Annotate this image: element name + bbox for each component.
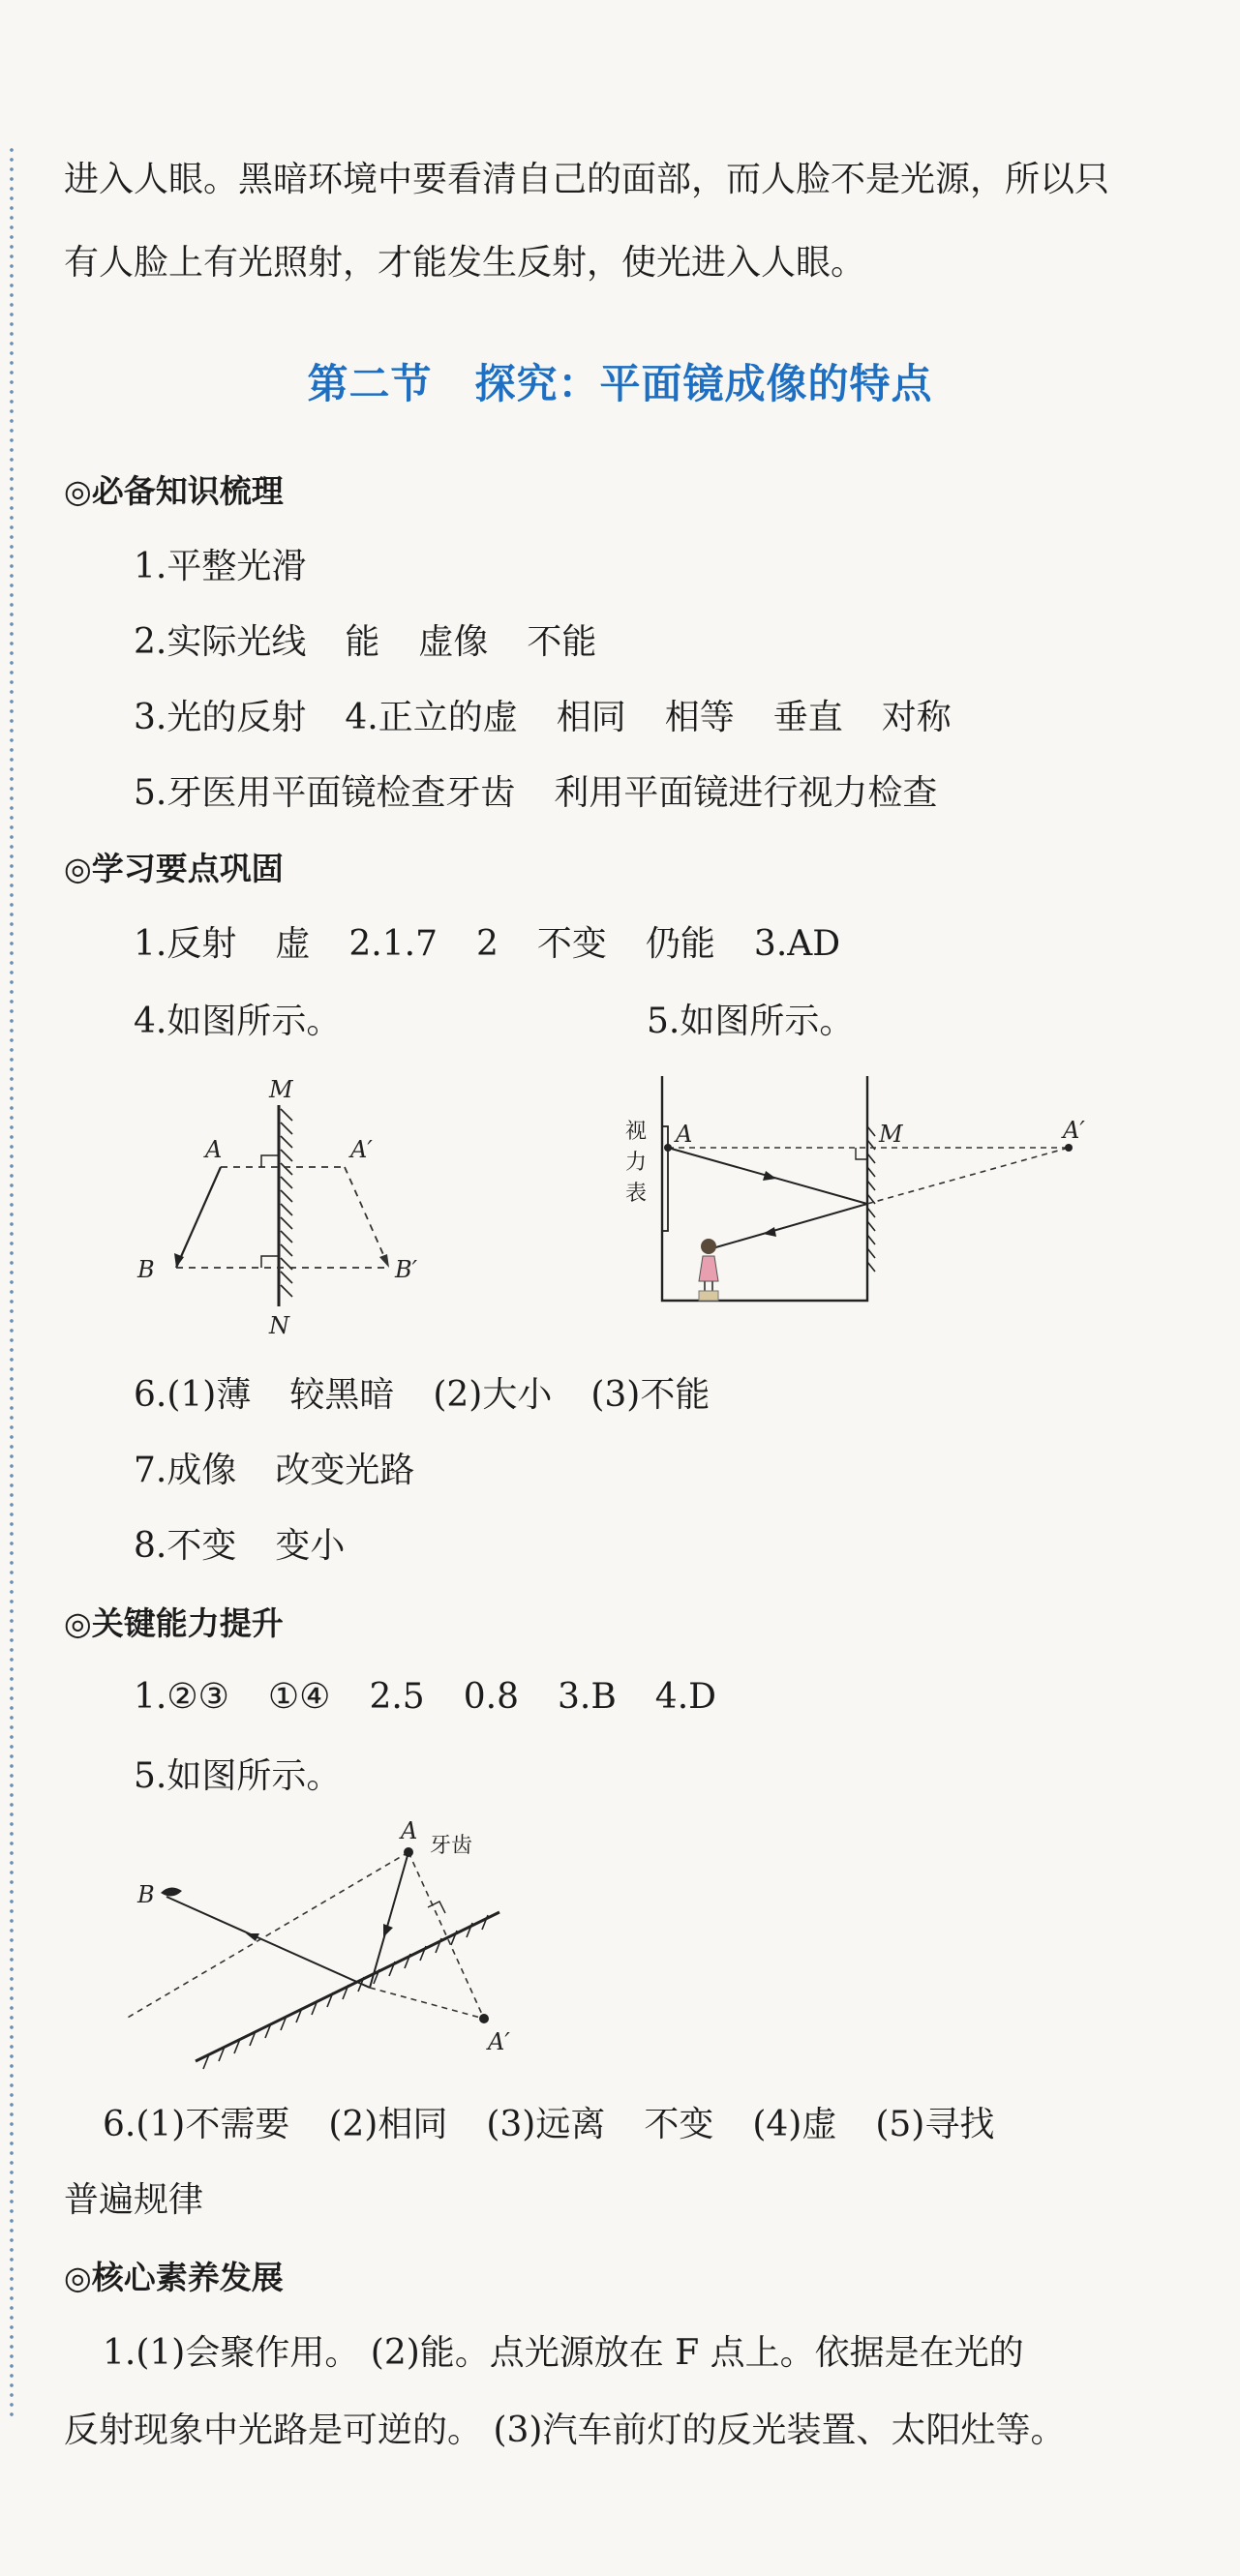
image-arrowhead (379, 1254, 389, 1268)
right-angle (856, 1148, 867, 1159)
label-tooth: 牙齿 (430, 1834, 473, 1858)
s3-fig-caption: 5.如图所示。 (134, 1756, 342, 1796)
label-a-prime: A′ (1063, 1117, 1085, 1144)
incident-arrowhead (383, 1924, 393, 1937)
incident-arrowhead (763, 1171, 776, 1181)
dash-a-a-prime (126, 1852, 408, 2019)
label-a: A (676, 1121, 693, 1148)
point-a (664, 1144, 672, 1152)
heading-basic-knowledge: ◎必备知识梳理 (64, 472, 284, 510)
section-title (0, 352, 1240, 410)
s4-line-1: 1.(1)会聚作用。 (2)能。点光源放在 F 点上。依据是在光的 (103, 2333, 1024, 2373)
mirror-hatching (281, 1109, 292, 1297)
s1-line-3: 3.光的反射 4.正立的虚 相同 相等 垂直 对称 (134, 698, 952, 737)
s2-line-1: 1.反射 虚 2.1.7 2 不变 仍能 3.AD (134, 924, 841, 964)
point-a (404, 1847, 413, 1857)
s2-line-8: 8.不变 变小 (134, 1526, 346, 1566)
dash-image-ray (370, 1988, 484, 2019)
s3-line-6b: 普遍规律 (64, 2180, 204, 2220)
s1-line-1: 1.平整光滑 (134, 547, 307, 586)
s3-line-1: 1.②③ ①④ 2.5 0.8 3.B 4.D (134, 1677, 717, 1717)
intro-line-1: 进入人眼。黑暗环境中要看清自己的面部，而人脸不是光源，所以只 (64, 160, 1110, 199)
heading-key-points: ◎学习要点巩固 (64, 850, 284, 887)
right-angle-b (261, 1256, 279, 1268)
room-walls (662, 1076, 867, 1301)
reflected-arrowhead (763, 1227, 776, 1237)
fig5-caption: 5.如图所示。 (647, 1002, 855, 1041)
heading-key-abilities: ◎关键能力提升 (64, 1604, 284, 1642)
dash-perpendicular (408, 1852, 484, 2019)
right-angle-a (261, 1155, 279, 1167)
figure-5-vision-test (620, 1068, 1084, 1320)
point-a-prime (479, 2014, 489, 2023)
binding-edge (8, 145, 15, 2419)
fig4-caption: 4.如图所示。 (134, 1002, 342, 1041)
figure-dentist-mirror (126, 1819, 590, 2081)
title-part-1: 第二节 (307, 360, 433, 407)
label-a-prime: A′ (350, 1136, 373, 1163)
intro-line-2: 有人脸上有光照射，才能发生反射，使光进入人眼。 (64, 243, 866, 283)
reflected-arrowhead (246, 1933, 259, 1941)
label-chart-1: 视 (625, 1120, 648, 1144)
s2-line-7: 7.成像 改变光路 (134, 1451, 415, 1490)
label-b: B (137, 1256, 155, 1283)
reflected-ray (712, 1204, 867, 1248)
s2-line-6: 6.(1)薄 较黑暗 (2)大小 (3)不能 (134, 1375, 711, 1415)
object-ab (176, 1167, 221, 1268)
heading-core-literacy: ◎核心素养发展 (64, 2259, 284, 2296)
label-a: A (401, 1817, 418, 1844)
label-b: B (137, 1881, 155, 1908)
label-a: A (205, 1136, 223, 1163)
s1-line-2: 2.实际光线 能 虚像 不能 (134, 622, 597, 662)
point-a-prime (1065, 1144, 1073, 1152)
figure-4-mirror-image (126, 1074, 445, 1345)
dash-extension (867, 1148, 1069, 1204)
reflected-ray (166, 1897, 370, 1988)
s3-line-6a: 6.(1)不需要 (2)相同 (3)远离 不变 (4)虚 (5)寻找 (103, 2105, 995, 2144)
label-a-prime: A′ (488, 2028, 510, 2055)
label-chart-2: 力 (625, 1151, 648, 1175)
eye-icon (161, 1887, 182, 1896)
s1-line-4: 5.牙医用平面镜检查牙齿 利用平面镜进行视力检查 (134, 773, 938, 813)
label-m: M (269, 1076, 293, 1103)
label-m: M (879, 1121, 903, 1148)
title-part-2: 探究：平面镜成像的特点 (474, 360, 933, 407)
label-n: N (269, 1312, 289, 1339)
s4-line-2: 反射现象中光路是可逆的。 (3)汽车前灯的反光装置、太阳灶等。 (64, 2411, 1066, 2450)
label-b-prime: B′ (395, 1256, 418, 1283)
right-angle (428, 1902, 445, 1913)
image-a-b (345, 1167, 389, 1268)
label-chart-3: 表 (625, 1182, 648, 1206)
child-figure (699, 1239, 718, 1301)
